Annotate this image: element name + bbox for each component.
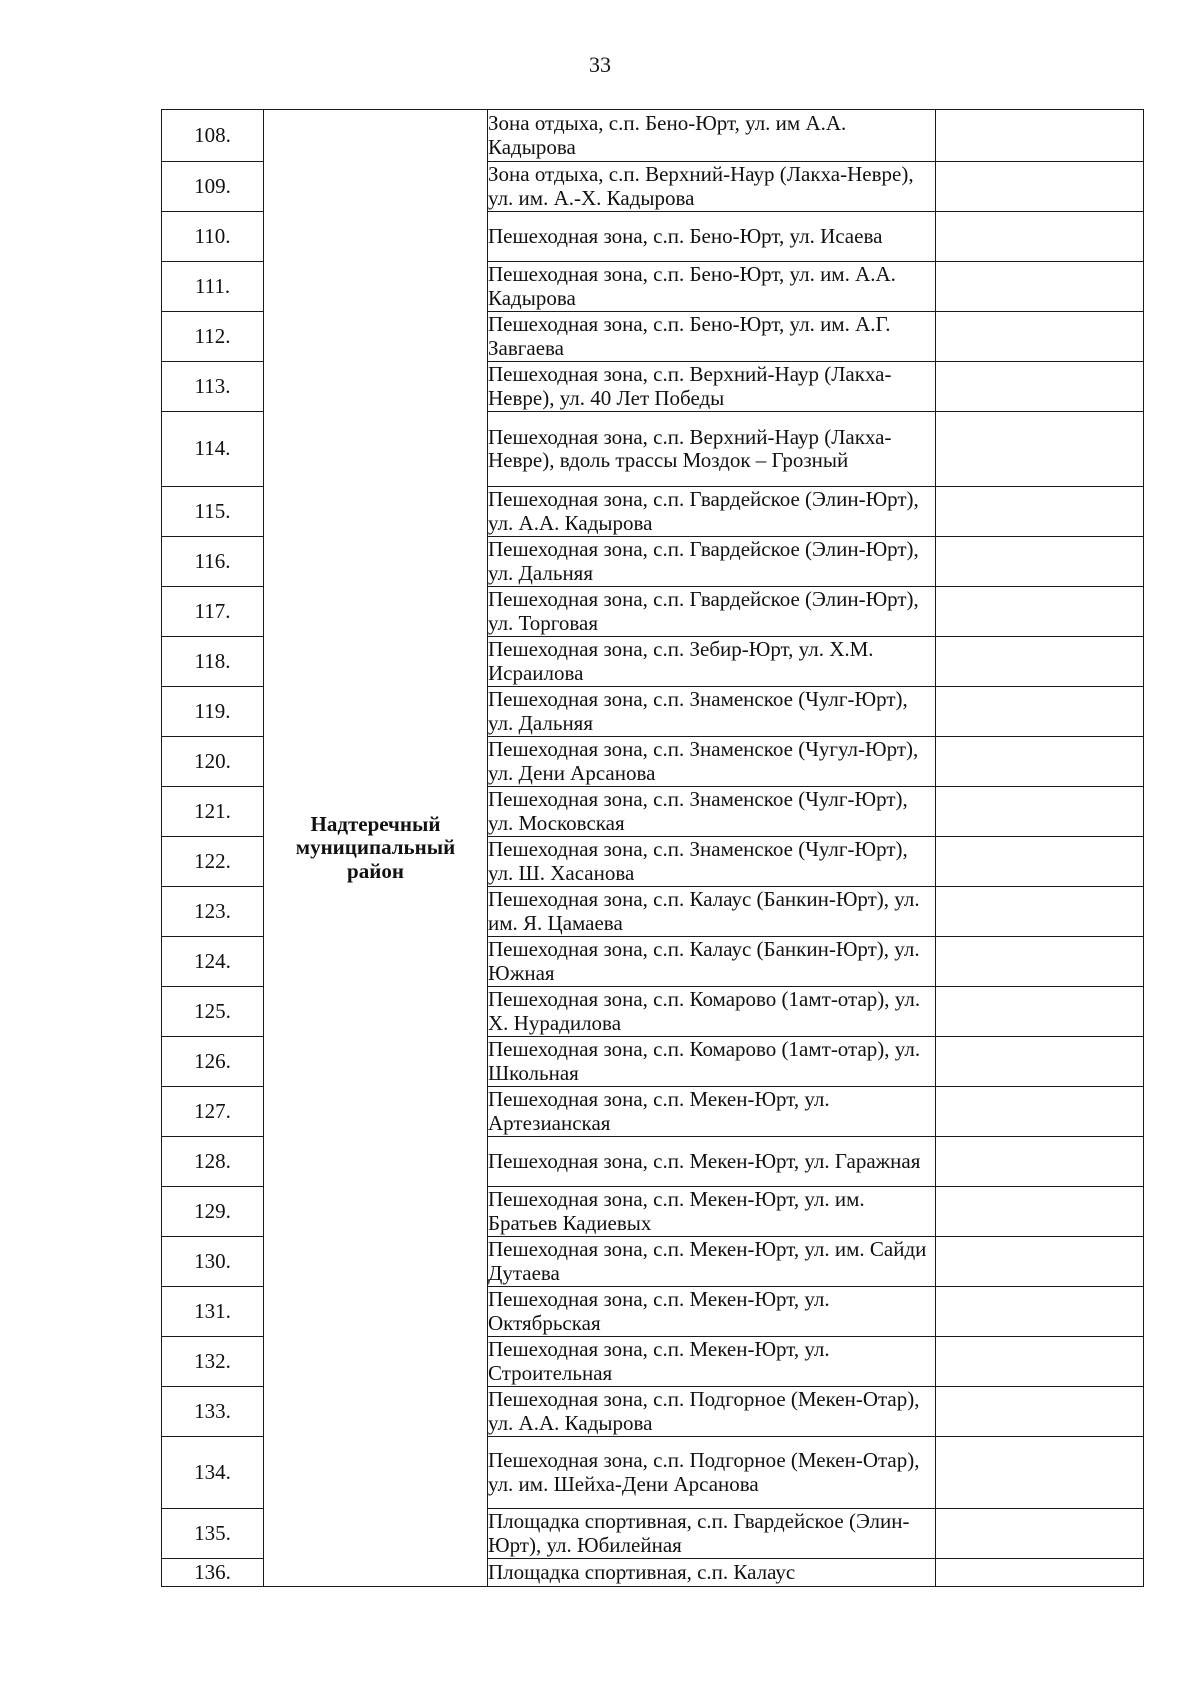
empty-cell <box>936 987 1144 1037</box>
row-number: 130. <box>162 1237 264 1287</box>
empty-cell <box>936 412 1144 487</box>
empty-cell <box>936 587 1144 637</box>
empty-cell <box>936 687 1144 737</box>
object-name: Пешеходная зона, с.п. Верхний-Наур (Лакха-Невре), вдоль трассы Моздок – Грозный <box>488 412 936 487</box>
object-name: Пешеходная зона, с.п. Знаменское (Чулг-Юрт), ул. Дальняя <box>488 687 936 737</box>
empty-cell <box>936 362 1144 412</box>
row-number: 126. <box>162 1037 264 1087</box>
object-name: Пешеходная зона, с.п. Знаменское (Чулг-Юрт), ул. Ш. Хасанова <box>488 837 936 887</box>
row-number: 112. <box>162 312 264 362</box>
row-number: 123. <box>162 887 264 937</box>
empty-cell <box>936 837 1144 887</box>
row-number: 133. <box>162 1387 264 1437</box>
empty-cell <box>936 1387 1144 1437</box>
row-number: 122. <box>162 837 264 887</box>
object-name: Пешеходная зона, с.п. Мекен-Юрт, ул. им. Сайди Дутаева <box>488 1237 936 1287</box>
row-number: 136. <box>162 1559 264 1587</box>
empty-cell <box>936 162 1144 212</box>
object-name: Пешеходная зона, с.п. Мекен-Юрт, ул. Артезианская <box>488 1087 936 1137</box>
empty-cell <box>936 487 1144 537</box>
object-name: Пешеходная зона, с.п. Бено-Юрт, ул. Исаева <box>488 212 936 262</box>
row-number: 127. <box>162 1087 264 1137</box>
empty-cell <box>936 937 1144 987</box>
empty-cell <box>936 1137 1144 1187</box>
row-number: 128. <box>162 1137 264 1187</box>
empty-cell <box>936 1509 1144 1559</box>
row-number: 131. <box>162 1287 264 1337</box>
row-number: 111. <box>162 262 264 312</box>
row-number: 117. <box>162 587 264 637</box>
object-name: Пешеходная зона, с.п. Мекен-Юрт, ул. им. Братьев Кадиевых <box>488 1187 936 1237</box>
empty-cell <box>936 212 1144 262</box>
empty-cell <box>936 787 1144 837</box>
row-number: 108. <box>162 110 264 162</box>
table-body <box>162 110 1144 1587</box>
empty-cell <box>936 1559 1144 1587</box>
object-name: Пешеходная зона, с.п. Верхний-Наур (Лакха-Невре), ул. 40 Лет Победы <box>488 362 936 412</box>
row-number: 132. <box>162 1337 264 1387</box>
empty-cell <box>936 1287 1144 1337</box>
object-name: Пешеходная зона, с.п. Мекен-Юрт, ул. Гаражная <box>488 1137 936 1187</box>
district-name-line: район <box>347 858 404 883</box>
row-number: 124. <box>162 937 264 987</box>
row-number: 115. <box>162 487 264 537</box>
object-name: Пешеходная зона, с.п. Зебир-Юрт, ул. Х.М. Исраилова <box>488 637 936 687</box>
row-number: 110. <box>162 212 264 262</box>
page-number: 33 <box>589 52 611 77</box>
row-number: 125. <box>162 987 264 1037</box>
district-name-line: муниципальный <box>295 835 456 860</box>
object-name: Пешеходная зона, с.п. Гвардейское (Элин-Юрт), ул. Торговая <box>488 587 936 637</box>
empty-cell <box>936 887 1144 937</box>
table-row <box>162 110 1144 162</box>
objects-table <box>161 109 1144 1587</box>
empty-cell <box>936 1187 1144 1237</box>
row-number: 109. <box>162 162 264 212</box>
object-name: Пешеходная зона, с.п. Подгорное (Мекен-Отар), ул. им. Шейха-Дени Арсанова <box>488 1437 936 1509</box>
row-number: 120. <box>162 737 264 787</box>
district-name <box>264 110 488 1587</box>
row-number: 121. <box>162 787 264 837</box>
object-name: Площадка спортивная, с.п. Калаус <box>488 1559 936 1587</box>
empty-cell <box>936 1437 1144 1509</box>
object-name: Пешеходная зона, с.п. Калаус (Банкин-Юрт), ул. Южная <box>488 937 936 987</box>
empty-cell <box>936 1337 1144 1387</box>
row-number: 135. <box>162 1509 264 1559</box>
empty-cell <box>936 737 1144 787</box>
empty-cell <box>936 1237 1144 1287</box>
row-number: 134. <box>162 1437 264 1509</box>
object-name: Площадка спортивная, с.п. Гвардейское (Элин-Юрт), ул. Юбилейная <box>488 1509 936 1559</box>
row-number: 129. <box>162 1187 264 1237</box>
object-name: Пешеходная зона, с.п. Подгорное (Мекен-Отар), ул. А.А. Кадырова <box>488 1387 936 1437</box>
object-name: Пешеходная зона, с.п. Мекен-Юрт, ул. Строительная <box>488 1337 936 1387</box>
object-name: Пешеходная зона, с.п. Калаус (Банкин-Юрт), ул. им. Я. Цамаева <box>488 887 936 937</box>
object-name: Пешеходная зона, с.п. Бено-Юрт, ул. им. А.А. Кадырова <box>488 262 936 312</box>
empty-cell <box>936 110 1144 162</box>
empty-cell <box>936 262 1144 312</box>
row-number: 114. <box>162 412 264 487</box>
object-name: Пешеходная зона, с.п. Мекен-Юрт, ул. Октябрьская <box>488 1287 936 1337</box>
object-name: Зона отдыха, с.п. Верхний-Наур (Лакха-Невре), ул. им. А.-Х. Кадырова <box>488 162 936 212</box>
empty-cell <box>936 1087 1144 1137</box>
row-number: 118. <box>162 637 264 687</box>
row-number: 116. <box>162 537 264 587</box>
empty-cell <box>936 637 1144 687</box>
object-name: Пешеходная зона, с.п. Бено-Юрт, ул. им. А.Г. Завгаева <box>488 312 936 362</box>
object-name: Пешеходная зона, с.п. Гвардейское (Элин-Юрт), ул. А.А. Кадырова <box>488 487 936 537</box>
district-name-line: Надтеречный <box>310 811 441 836</box>
object-name: Пешеходная зона, с.п. Знаменское (Чугул-Юрт), ул. Дени Арсанова <box>488 737 936 787</box>
object-name: Пешеходная зона, с.п. Знаменское (Чулг-Юрт), ул. Московская <box>488 787 936 837</box>
object-name: Пешеходная зона, с.п. Комарово (1амт-отар), ул. Школьная <box>488 1037 936 1087</box>
empty-cell <box>936 537 1144 587</box>
empty-cell <box>936 312 1144 362</box>
object-name: Пешеходная зона, с.п. Гвардейское (Элин-Юрт), ул. Дальняя <box>488 537 936 587</box>
object-name: Пешеходная зона, с.п. Комарово (1амт-отар), ул. Х. Нурадилова <box>488 987 936 1037</box>
row-number: 113. <box>162 362 264 412</box>
object-name: Зона отдыха, с.п. Бено-Юрт, ул. им А.А. Кадырова <box>488 110 936 162</box>
empty-cell <box>936 1037 1144 1087</box>
row-number: 119. <box>162 687 264 737</box>
